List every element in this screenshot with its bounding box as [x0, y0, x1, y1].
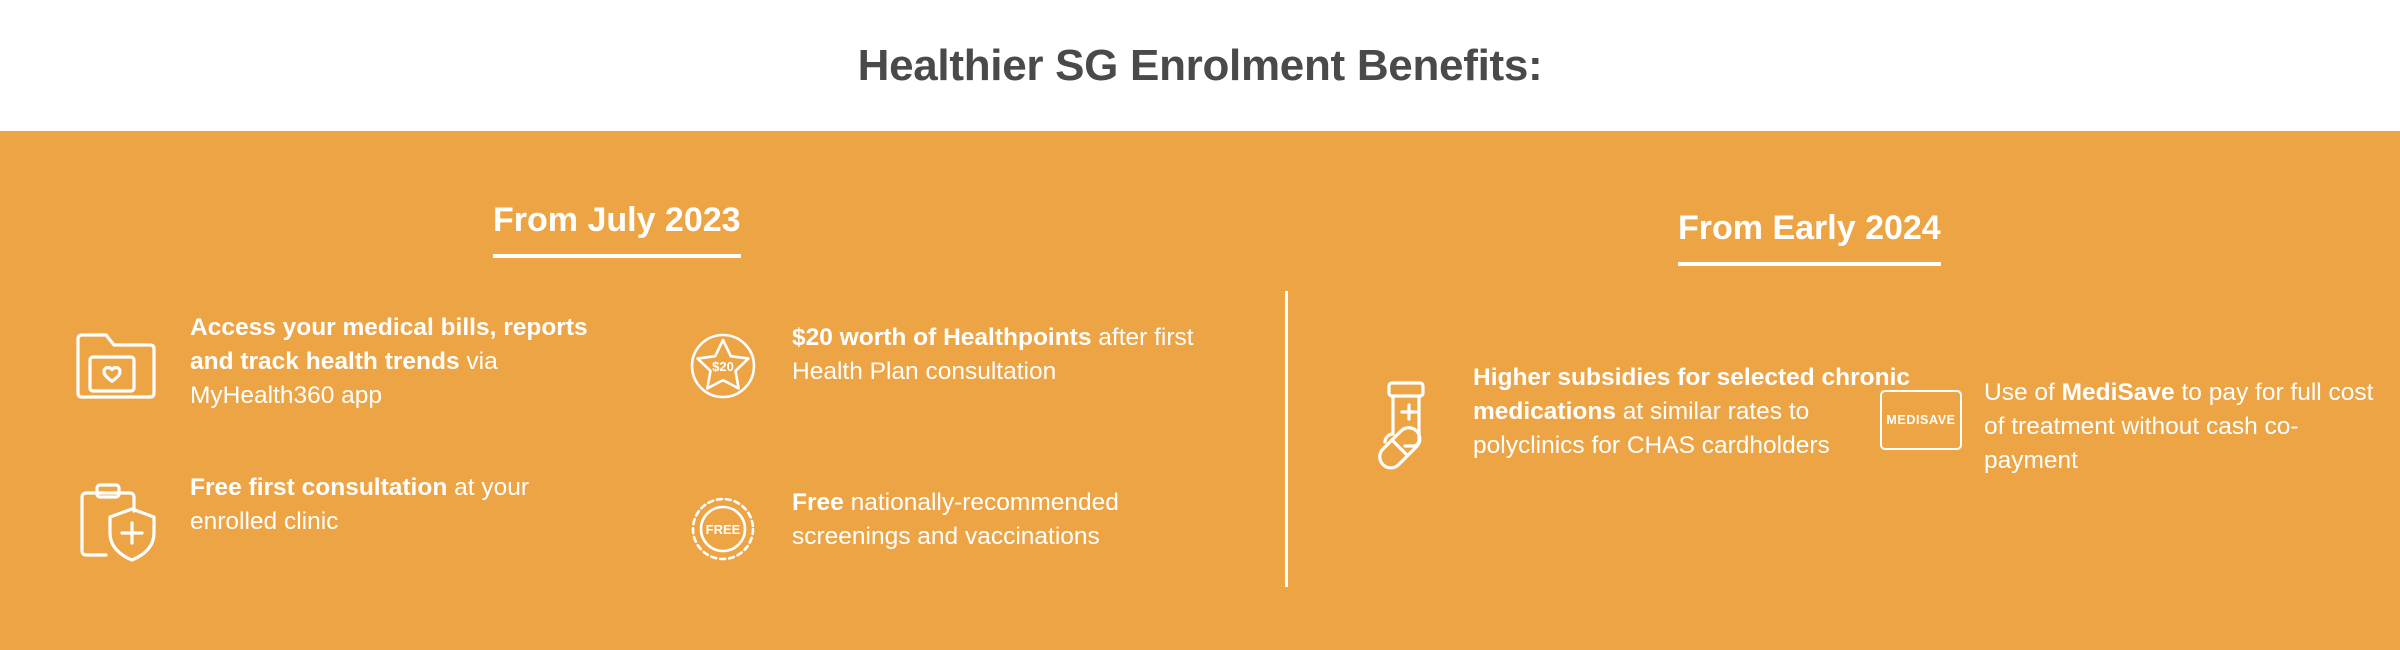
benefit-text-first-consultation	[190, 471, 588, 539]
benefit-plain-lead-medisave: Use of	[1984, 379, 2062, 406]
medisave-card-icon	[1880, 390, 1962, 450]
benefit-plain-medical-bills: via MyHealth360 app	[190, 347, 498, 409]
column-heading-july-2023: From July 2023	[493, 201, 741, 258]
benefit-bold-chronic-medications: Higher subsidies for selected chronic medications	[1473, 364, 1911, 425]
pill-bottle-icon	[1355, 375, 1451, 471]
benefit-item-screenings	[680, 486, 1200, 572]
column-heading-early-2024: From Early 2024	[1678, 209, 1941, 266]
benefit-bold-healthpoints: $20 worth of Healthpoints	[792, 324, 1092, 351]
benefit-plain-screenings: nationally-recommended screenings and vaccinations	[792, 489, 1119, 550]
page-title: Healthier SG Enrolment Benefits:	[857, 40, 1543, 90]
benefit-text-medisave	[1984, 376, 2380, 477]
benefit-bold-medical-bills: Access your medical bills, reports and track health trends	[190, 314, 588, 375]
benefits-band	[0, 131, 2400, 650]
benefit-text-chronic-medications	[1473, 361, 1915, 462]
folder-heart-icon	[68, 315, 164, 411]
clipboard-shield-cross-icon	[68, 473, 164, 569]
benefit-item-medisave	[1880, 376, 2380, 477]
benefit-item-chronic-medications	[1355, 361, 1915, 471]
badge-label-20: $20	[712, 359, 734, 374]
benefit-plain-first-consultation: at your enrolled clinic	[190, 474, 530, 535]
benefit-plain-medisave: to pay for full cost of treatment without cash co-payment	[1984, 379, 2374, 474]
benefit-plain-chronic-medications: at similar rates to polyclinics for CHAS cardholders	[1473, 397, 1830, 459]
benefit-item-healthpoints	[680, 321, 1240, 409]
badge-label-medisave: MEDISAVE	[1880, 390, 1962, 450]
column-divider	[1285, 291, 1288, 587]
benefit-bold-first-consultation: Free first consultation	[190, 474, 448, 501]
header	[0, 0, 2400, 131]
benefit-item-first-consultation	[68, 471, 588, 569]
benefit-text-screenings	[792, 486, 1200, 554]
free-seal-icon	[680, 486, 766, 572]
badge-label-free: FREE	[705, 522, 741, 537]
twenty-dollar-star-icon	[680, 323, 766, 409]
benefit-text-healthpoints	[792, 321, 1240, 389]
benefit-bold-screenings: Free	[792, 489, 844, 516]
benefit-plain-healthpoints: after first Health Plan consultation	[792, 324, 1194, 385]
benefit-text-medical-bills	[190, 311, 628, 412]
benefit-item-medical-bills	[68, 311, 628, 412]
benefit-bold-medisave: MediSave	[2061, 379, 2175, 406]
